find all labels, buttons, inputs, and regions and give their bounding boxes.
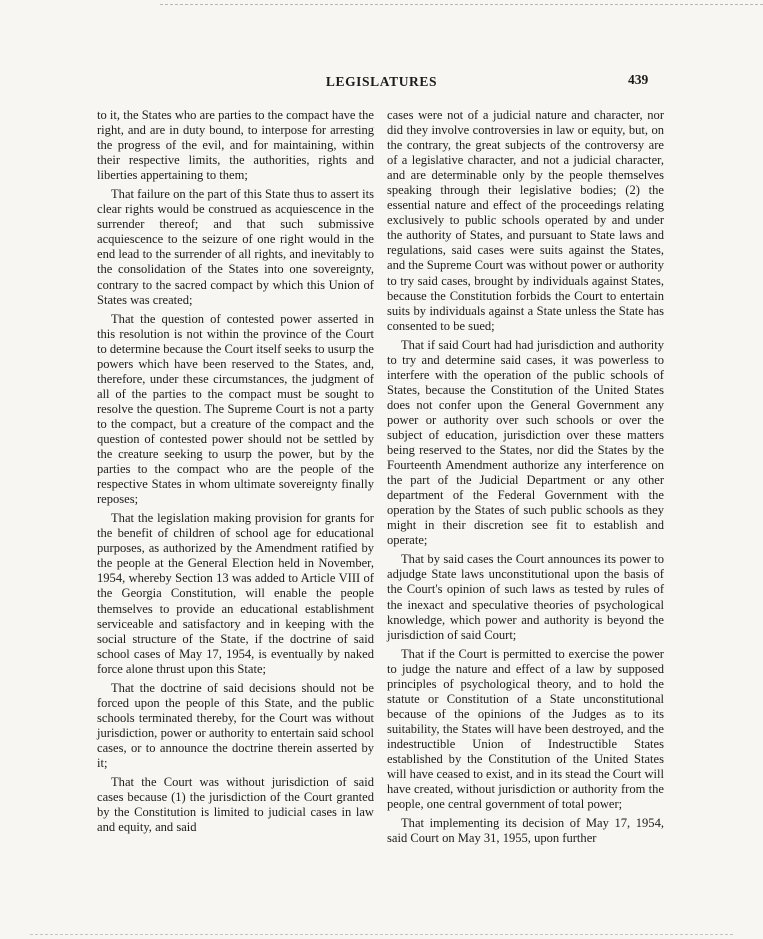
- right-paragraph-2: That if said Court had had jurisdiction and authority to try and determine said cases, it was powerless to interfere with the operation of the public schools of States, because the Constitution of the United States does not confer upon the General Government any power or authority over such schools or over the subject of education, jurisdiction over these matters being reserved to the States, nor did the States by the Fourteenth Amendment authorize any interference on the part of the Judicial Department or any other department of the Federal Government with the operation by the States of such public schools as they might in their discretion see fit to establish and operate;: [387, 337, 664, 548]
- left-paragraph-6: That the Court was without jurisdiction of said cases because (1) the jurisdiction of the Court granted by the Constitution is limited to judicial cases in law and equity, and said: [97, 775, 374, 835]
- right-paragraph-5: That implementing its decision of May 17, 1954, said Court on May 31, 1955, upon further: [387, 816, 664, 846]
- right-paragraph-4: That if the Court is permitted to exercise the power to judge the nature and effect of a law by supposed principles of psychological theory, and to hold the statute or Constitution of a State unconstitutional because of the opinions of the Judges as to its suitability, the States will have been destroyed, and the indestructible Union of Indestructible States established by the Constitution of the United States will have ceased to exist, and in its stead the Court will have created, without jurisdiction or authority from the people, one central government of total power;: [387, 646, 664, 812]
- left-paragraph-5: That the doctrine of said decisions should not be forced upon the people of this State, and the public schools terminated thereby, for the Court was without jurisdiction, power or authority to entertain said school cases, or to announce the doctrine therein asserted by it;: [97, 680, 374, 770]
- left-paragraph-2: That failure on the part of this State thus to assert its clear rights would be construed as acquiescence in the surrender thereof; and that such submissive acquiescence to the seizure of one right would in the end lead to the surrender of all rights, and inevitably to the consolidation of the States into one sovereignty, contrary to the sacred compact by which this Union of States was created;: [97, 187, 374, 307]
- running-header-title: LEGISLATURES: [325, 74, 438, 89]
- scan-edge-top: [160, 4, 763, 5]
- right-paragraph-3: That by said cases the Court announces its power to adjudge State laws unconstitutional upon the basis of the Court's opinion of such laws as tested by rules of the inexact and speculative theories of psychological knowledge, which power and authority is beyond the jurisdiction of said Court;: [387, 552, 664, 642]
- right-paragraph-1: cases were not of a judicial nature and character, nor did they involve controversies in law or equity, but, on the contrary, the great subjects of the controversy are of a legislative character, and not a judicial character, and are determinable only by the people themselves speaking through their legislative bodies; (2) the essential nature and effect of the proceedings relating exclusively to public schools operated by and under the authority of States, and pursuant to State laws and regulations, said cases were suits against the States, and the Supreme Court was without power or authority to try said cases, brought by individuals against States, because the Constitution forbids the Court to entertain suits by individuals against a State unless the State has consented to be sued;: [387, 108, 664, 333]
- left-paragraph-4: That the legislation making provision for grants for the benefit of children of school age for educational purposes, as authorized by the Amendment ratified by the people at the General Election held in November, 1954, whereby Section 13 was added to Article VIII of the Georgia Constitution, will enable the people themselves to provide an educational establishment serviceable and satisfactory and in keeping with the social structure of the State, if the doctrine of said school cases of May 17, 1954, is eventually by naked force alone thrust upon this State;: [97, 511, 374, 676]
- right-column: [387, 108, 664, 846]
- left-column: [97, 108, 374, 835]
- left-paragraph-1: to it, the States who are parties to the compact have the right, and are in duty bound, to interpose for arresting the progress of the evil, and for maintaining, within their respective limits, the authorities, rights and liberties appertaining to them;: [97, 108, 374, 183]
- left-paragraph-3: That the question of contested power asserted in this resolution is not within the province of the Court to determine because the Court itself seeks to usurp the powers which have been reserved to the States, and, therefore, under these circumstances, the judgment of all of the parties to the compact must be sought to resolve the question. The Supreme Court is not a party to the compact, but a creature of the compact and the question of contested power should not be settled by the creature seeking to usurp the power, but by the parties to the compact who are the people of the respective States in whom ultimate sovereignty finally reposes;: [97, 311, 374, 507]
- scan-edge-bottom: [30, 934, 733, 935]
- page-number: 439: [628, 72, 649, 87]
